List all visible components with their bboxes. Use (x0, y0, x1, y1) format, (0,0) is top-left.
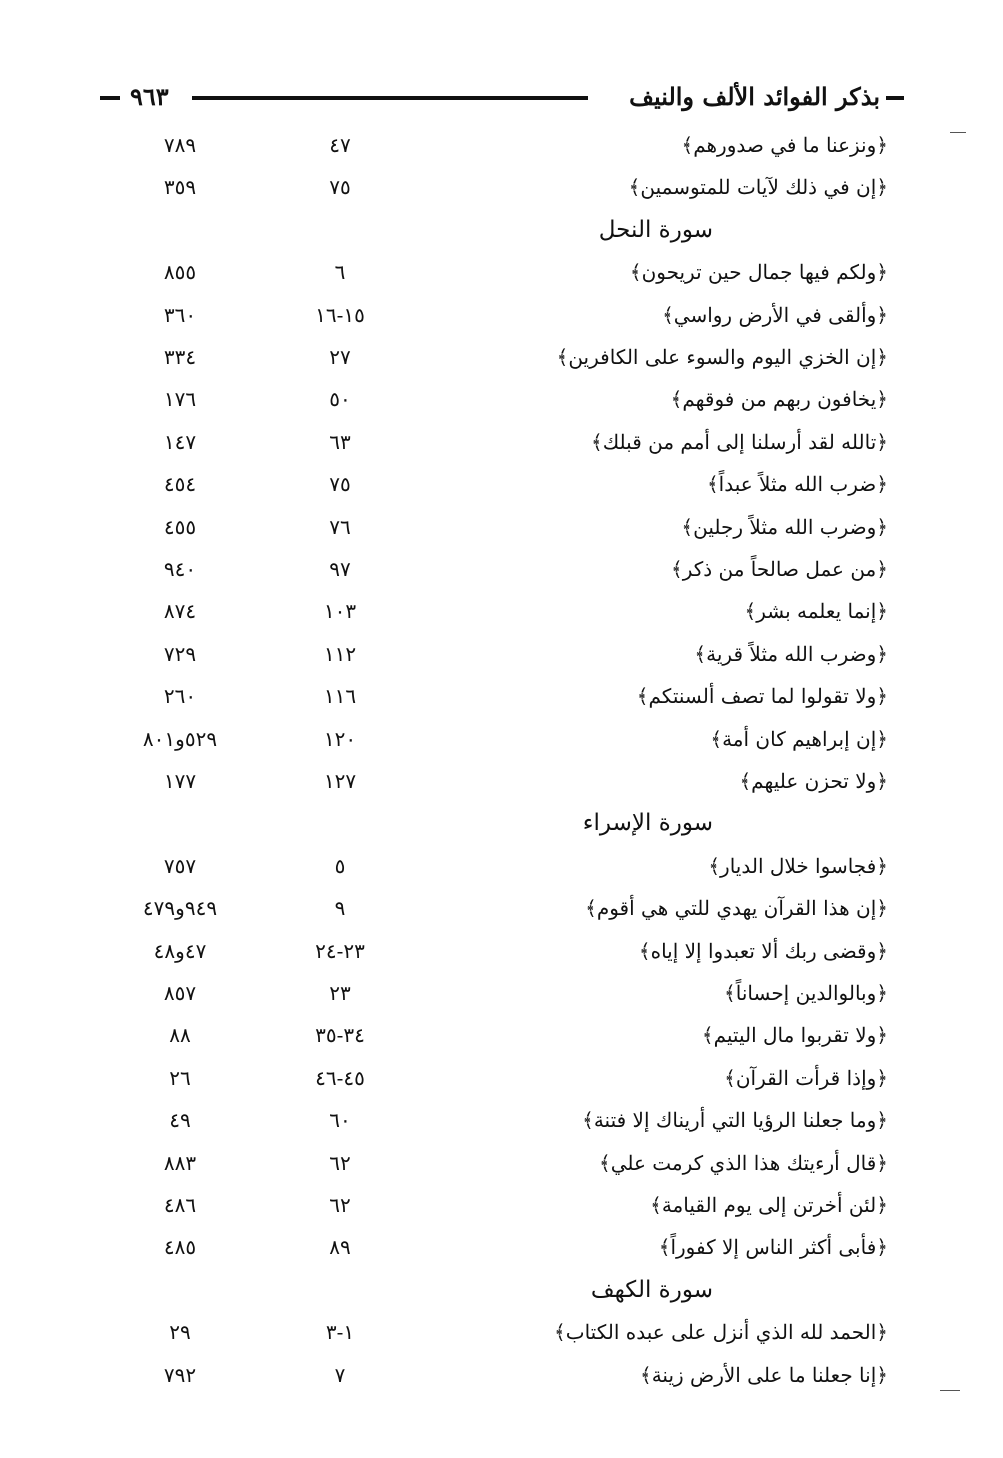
page-reference: ٧٩٢ (163, 1362, 197, 1387)
verse-text: ﴿ولا تقربوا مال اليتيم﴾ (701, 1023, 888, 1048)
verse-text: ﴿الحمد لله الذي أنزل على عبده الكتاب﴾ (554, 1320, 888, 1345)
surah-heading: سورة الإسراء (582, 810, 713, 837)
page-reference: ١٧٦ (163, 387, 197, 412)
verse-row (0, 1143, 1003, 1183)
page-reference: ٧٢٩ (163, 641, 197, 666)
ayah-number: ٢٣-٢٤ (315, 938, 365, 963)
page-reference: ١٧٧ (163, 769, 197, 793)
verse-text: ﴿إن إبراهيم كان أمة﴾ (710, 726, 888, 751)
ayah-number: ٩ (334, 896, 346, 921)
verse-text: ﴿ولا تقولوا لما تصف ألسنتكم﴾ (636, 684, 888, 709)
ayah-number: ٦٣ (329, 429, 351, 454)
ayah-number: ٧٦ (329, 514, 351, 539)
verse-row (0, 1185, 1003, 1225)
ayah-number: ٢٣ (329, 981, 351, 1005)
verse-row (0, 167, 1003, 207)
verse-text: ﴿ضرب الله مثلاً عبداً﴾ (706, 472, 888, 497)
verse-text: ﴿ولا تحزن عليهم﴾ (739, 769, 888, 793)
ayah-number: ٦ (334, 260, 346, 285)
verse-text: ﴿ونزعنا ما في صدورهم﴾ (681, 133, 888, 157)
page-reference: ٨٨٣ (163, 1150, 197, 1175)
verse-text: ﴿وألقى في الأرض رواسي﴾ (662, 302, 888, 327)
ayah-number: ١١٢ (323, 641, 357, 666)
ayah-number: ٦٠ (329, 1108, 351, 1133)
verse-row (0, 464, 1003, 504)
verse-text: ﴿ولكم فيها جمال حين تريحون﴾ (629, 260, 888, 285)
verse-row (0, 337, 1003, 377)
header-title: بذكر الفوائد الألف والنيف (629, 82, 880, 111)
ayah-number: ١٥-١٦ (315, 302, 365, 327)
verse-row (0, 295, 1003, 335)
ayah-number: ١٠٣ (323, 599, 357, 624)
ayah-number: ١٢٧ (323, 769, 357, 793)
verse-row (0, 1015, 1003, 1055)
page-reference: ٢٦ (169, 1065, 191, 1090)
verse-row (0, 931, 1003, 971)
ayah-number: ٤٥-٤٦ (315, 1065, 365, 1090)
surah-heading-row (0, 1270, 1003, 1310)
verse-row (0, 422, 1003, 462)
page-reference: ٨٨ (169, 1023, 191, 1048)
page-reference: ٧٨٩ (163, 133, 197, 157)
verse-text: ﴿وبالوالدين إحساناً﴾ (724, 981, 888, 1005)
page-reference: ٤٨٦ (163, 1193, 197, 1217)
page-reference: ٥٢٩و٨٠١ (142, 726, 218, 751)
verse-row (0, 1227, 1003, 1267)
verse-row (0, 252, 1003, 292)
page-reference: ٩٤٠ (163, 557, 197, 581)
ayah-number: ٢٧ (329, 345, 351, 369)
page-reference: ٣٥٩ (163, 175, 197, 200)
verse-row (0, 1100, 1003, 1140)
ayah-number: ١٢٠ (323, 726, 357, 751)
verse-text: ﴿وقضى ربك ألا تعبدوا إلا إياه﴾ (638, 938, 888, 963)
page-reference: ٤٥٥ (163, 514, 197, 539)
verse-row (0, 676, 1003, 716)
verse-row (0, 1355, 1003, 1395)
page-reference: ٣٣٤ (163, 345, 197, 369)
ayah-number: ٩٧ (329, 557, 351, 581)
page-reference: ٢٦٠ (163, 684, 197, 709)
ayah-number: ٨٩ (329, 1235, 351, 1260)
verse-text: ﴿وإذا قرأت القرآن﴾ (724, 1065, 888, 1090)
verse-text: ﴿إن هذا القرآن يهدي للتي هي أقوم﴾ (585, 896, 888, 921)
verse-text: ﴿وما جعلنا الرؤيا التي أريناك إلا فتنة﴾ (582, 1108, 888, 1133)
verse-text: ﴿إنما يعلمه بشر﴾ (744, 599, 888, 624)
page-header (100, 80, 880, 116)
verse-row (0, 507, 1003, 547)
ayah-number: ٣٤-٣٥ (315, 1023, 365, 1048)
verse-row (0, 761, 1003, 801)
page-reference: ٢٩ (169, 1320, 191, 1345)
surah-heading: سورة النحل (598, 216, 713, 243)
page-reference: ٤٧و٤٨ (153, 938, 207, 963)
page-reference: ٨٥٥ (163, 260, 197, 285)
verse-row (0, 379, 1003, 419)
surah-heading-row (0, 210, 1003, 250)
verse-text: ﴿إنا جعلنا ما على الأرض زينة﴾ (639, 1362, 888, 1387)
page-reference: ١٤٧ (163, 429, 197, 454)
verse-text: ﴿لئن أخرتن إلى يوم القيامة﴾ (650, 1193, 888, 1217)
ayah-number: ٦٢ (329, 1193, 351, 1217)
header-rule (192, 96, 588, 100)
verse-row (0, 973, 1003, 1013)
ayah-number: ١-٣ (325, 1320, 355, 1345)
verse-text: ﴿من عمل صالحاً من ذكر﴾ (670, 557, 888, 581)
page-reference: ٨٥٧ (163, 981, 197, 1005)
verse-row (0, 125, 1003, 165)
verse-row (0, 549, 1003, 589)
page-reference: ٤٨٥ (163, 1235, 197, 1260)
verse-row (0, 1058, 1003, 1098)
verse-text: ﴿فجاسوا خلال الديار﴾ (708, 853, 888, 878)
verse-text: ﴿إن الخزي اليوم والسوء على الكافرين﴾ (556, 345, 888, 369)
verse-row (0, 1312, 1003, 1352)
ayah-number: ٤٧ (329, 133, 351, 157)
ayah-number: ٦٢ (329, 1150, 351, 1175)
header-dash-left (100, 96, 120, 100)
page-reference: ٤٥٤ (163, 472, 197, 497)
verse-row (0, 591, 1003, 631)
verse-text: ﴿قال أرءيتك هذا الذي كرمت علي﴾ (598, 1150, 888, 1175)
ayah-number: ٧٥ (329, 472, 351, 497)
ayah-number: ٧٥ (329, 175, 351, 200)
verse-text: ﴿فأبى أكثر الناس إلا كفوراً﴾ (658, 1235, 888, 1260)
verse-text: ﴿تالله لقد أرسلنا إلى أمم من قبلك﴾ (590, 429, 888, 454)
header-dash-right (886, 96, 904, 100)
verse-text: ﴿وضرب الله مثلاً قرية﴾ (694, 641, 888, 666)
surah-heading-row (0, 803, 1003, 843)
page-reference: ٤٩ (169, 1108, 191, 1133)
page-reference: ٨٧٤ (163, 599, 197, 624)
verse-row (0, 719, 1003, 759)
page-reference: ٩٤٩و٤٧٩ (142, 896, 218, 921)
verse-row (0, 846, 1003, 886)
verse-row (0, 634, 1003, 674)
margin-mark (950, 132, 966, 133)
page-reference: ٣٦٠ (163, 302, 197, 327)
ayah-number: ١١٦ (323, 684, 357, 709)
ayah-number: ٥ (334, 853, 346, 878)
verse-text: ﴿إن في ذلك لآيات للمتوسمين﴾ (628, 175, 888, 200)
margin-mark (940, 1390, 960, 1391)
ayah-number: ٧ (334, 1362, 346, 1387)
ayah-number: ٥٠ (329, 387, 351, 412)
verse-row (0, 888, 1003, 928)
verse-text: ﴿وضرب الله مثلاً رجلين﴾ (681, 514, 888, 539)
verse-text: ﴿يخافون ربهم من فوقهم﴾ (670, 387, 888, 412)
page-number: ٩٦٣ (130, 82, 169, 111)
page-reference: ٧٥٧ (163, 853, 197, 878)
surah-heading: سورة الكهف (590, 1276, 713, 1303)
